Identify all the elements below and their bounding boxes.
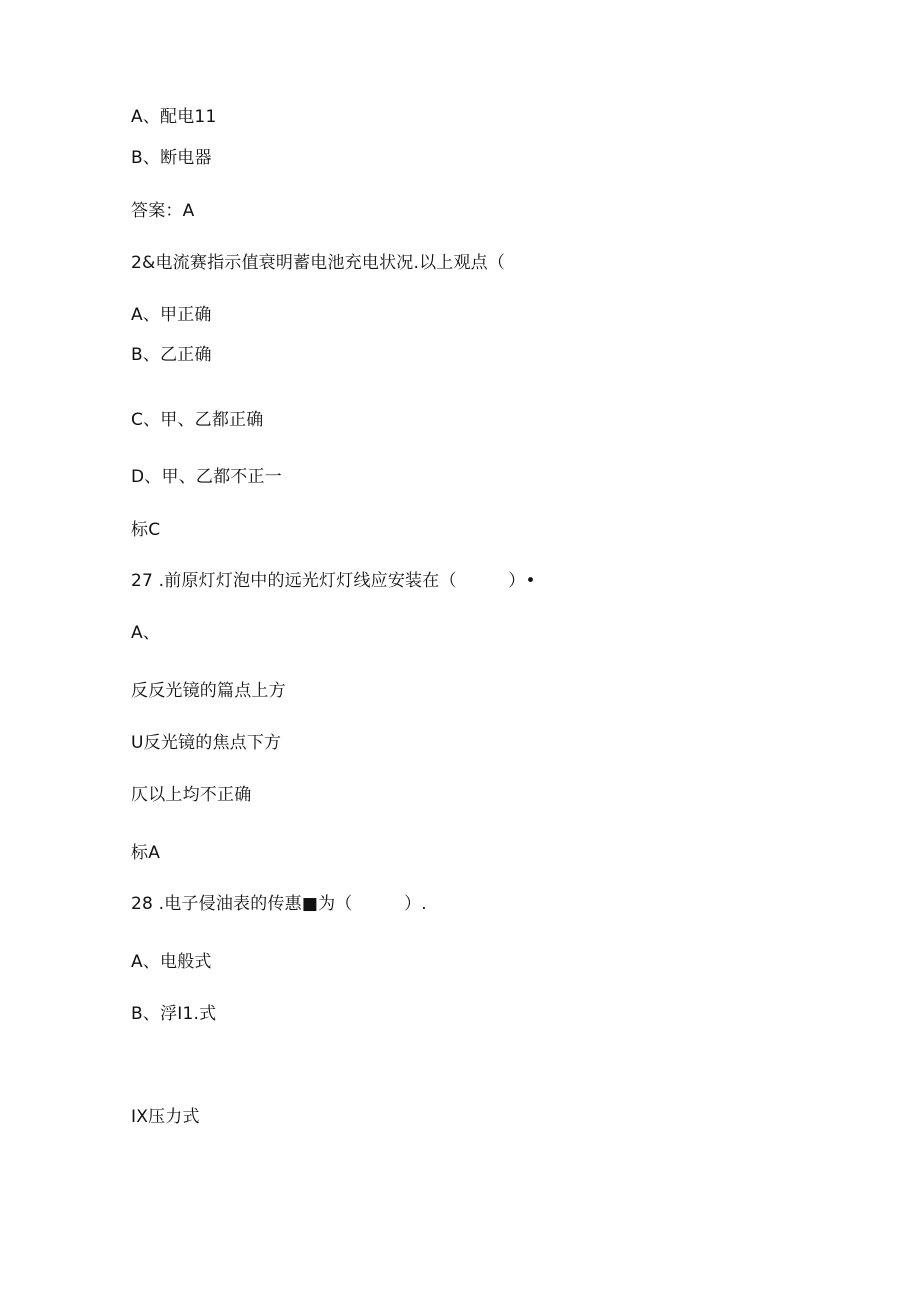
option-d-line: D、甲、乙都不正一 xyxy=(131,467,282,487)
option-c-line: C、甲、乙都正确 xyxy=(131,410,264,430)
option-b-line: B、浮I1.式 xyxy=(131,1004,217,1024)
answer-line: 标A xyxy=(131,843,161,863)
option-b-line: B、乙正确 xyxy=(131,345,212,365)
option-line: 仄以上均不正确 xyxy=(131,785,252,805)
option-a-line: A、 xyxy=(131,623,161,643)
option-line: 反反光镜的篇点上方 xyxy=(131,681,286,701)
option-a-line: A、甲正确 xyxy=(131,305,212,325)
option-a-line: A、电般式 xyxy=(131,952,212,972)
question-26-text: 2&电流赛指示值衰明蓄电池充电状况.以上观点（ xyxy=(131,253,506,273)
answer-line: 答案：A xyxy=(131,201,195,221)
question-28-text: 28 .电子侵油表的传惠■为（ ）. xyxy=(131,894,427,914)
option-a-line: A、配电11 xyxy=(131,107,217,127)
option-line: U反光镜的焦点下方 xyxy=(131,733,282,753)
option-c-line: IX压力式 xyxy=(131,1107,200,1127)
question-27-text: 27 .前原灯灯泡中的远光灯灯线应安装在（ ）• xyxy=(131,571,536,591)
option-b-line: B、断电器 xyxy=(131,148,212,168)
answer-line: 标C xyxy=(131,520,161,540)
